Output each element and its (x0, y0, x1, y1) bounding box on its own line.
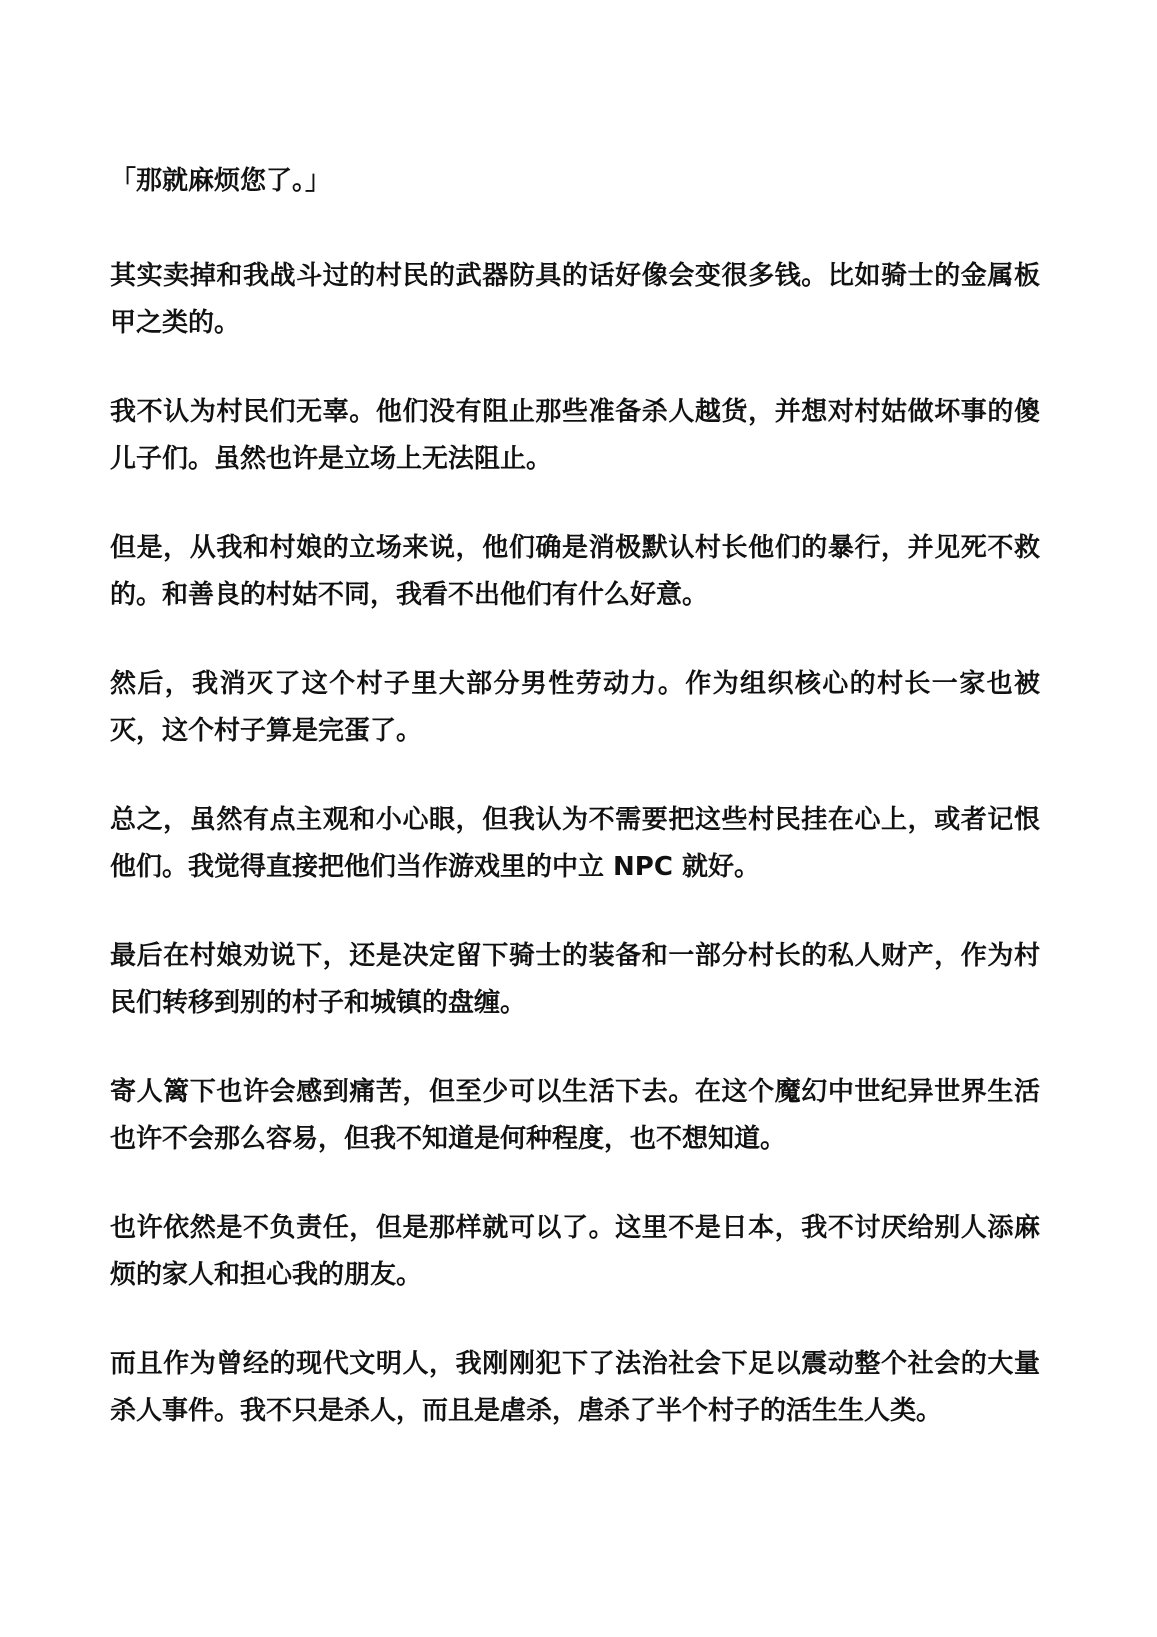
paragraph: 最后在村娘劝说下，还是决定留下骑士的装备和一部分村长的私人财产，作为村民们转移到别的村子和城镇的盘缠。 (110, 941, 1040, 1018)
paragraph: 其实卖掉和我战斗过的村民的武器防具的话好像会变很多钱。比如骑士的金属板甲之类的。 (110, 261, 1040, 338)
body-text (110, 158, 1040, 1477)
paragraph: 总之，虽然有点主观和小心眼，但我认为不需要把这些村民挂在心上，或者记恨他们。我觉得直接把他们当作游戏里的中立 NPC 就好。 (110, 805, 1040, 882)
paragraph: 然后，我消灭了这个村子里大部分男性劳动力。作为组织核心的村长一家也被灭，这个村子算是完蛋了。 (110, 669, 1040, 746)
paragraph-dialogue: 「那就麻烦您了。」 (110, 166, 332, 196)
paragraph: 而且作为曾经的现代文明人，我刚刚犯下了法治社会下足以震动整个社会的大量杀人事件。我不只是杀人，而且是虐杀，虐杀了半个村子的活生生人类。 (110, 1349, 1040, 1426)
paragraph: 我不认为村民们无辜。他们没有阻止那些准备杀人越货，并想对村姑做坏事的傻儿子们。虽然也许是立场上无法阻止。 (110, 397, 1040, 474)
paragraph: 也许依然是不负责任，但是那样就可以了。这里不是日本，我不讨厌给别人添麻烦的家人和担心我的朋友。 (110, 1213, 1040, 1290)
paragraph: 但是，从我和村娘的立场来说，他们确是消极默认村长他们的暴行，并见死不救的。和善良的村姑不同，我看不出他们有什么好意。 (110, 533, 1040, 610)
paragraph: 寄人篱下也许会感到痛苦，但至少可以生活下去。在这个魔幻中世纪异世界生活也许不会那么容易，但我不知道是何种程度，也不想知道。 (110, 1077, 1040, 1154)
